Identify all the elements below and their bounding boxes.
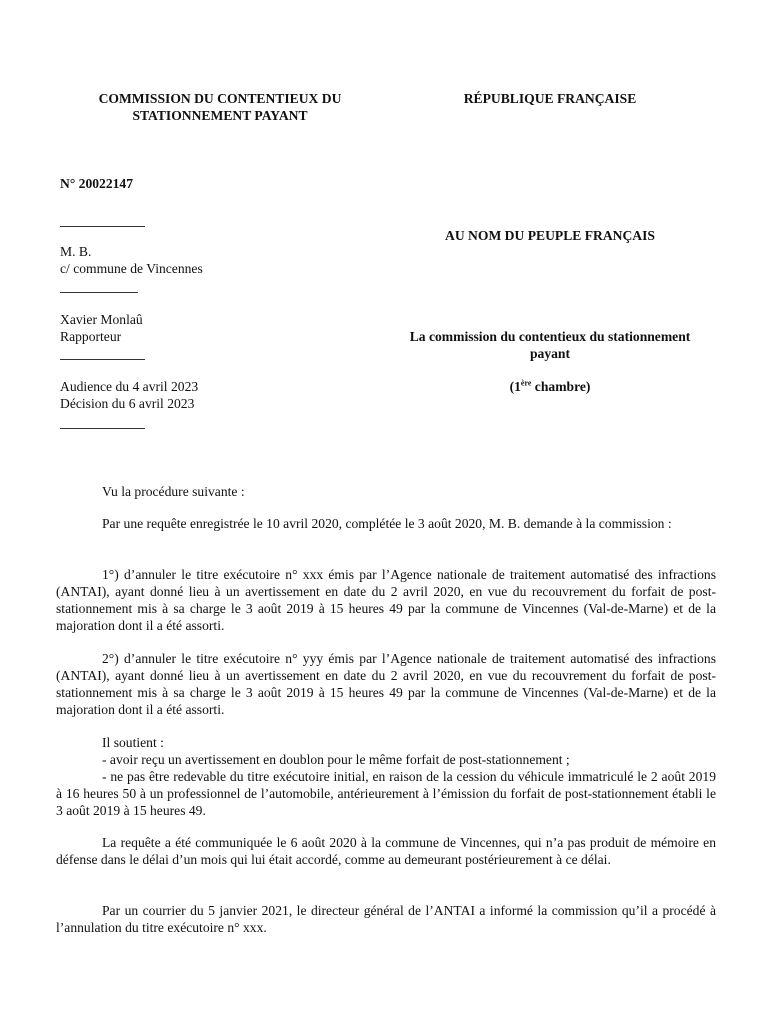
paragraph-request: Par une requête enregistrée le 10 avril 2020, complétée le 3 août 2020, M. B. demande à la commission : xyxy=(102,516,672,531)
paragraph-claim-2: 2°) d’annuler le titre exécutoire n° yyy émis par l’Agence nationale de traitement automatisé des infractions (ANTAI), ayant donné lieu à un avertissement en date du 2 avril 2020, en vue du recouvrement du forfait de post-stationnement mis à sa charge le 3 août 2019 à 15 heures 49 par la commune de Vincennes (Val-de-Marne) et de la majoration dont il a été assorti. xyxy=(56,651,716,717)
rapporteur-name: Xavier Monlaû xyxy=(60,312,143,327)
separator-line xyxy=(60,226,145,227)
commission-heading-line1: La commission du contentieux du stationnement xyxy=(409,329,691,344)
commission-heading-line2: payant xyxy=(529,346,571,361)
separator-line xyxy=(60,292,138,293)
chamber-heading xyxy=(400,378,700,395)
commission-heading xyxy=(380,328,720,362)
separator-line xyxy=(60,428,145,429)
paragraph-arguments xyxy=(56,734,716,819)
paragraph-claim-1: 1°) d’annuler le titre exécutoire n° xxx émis par l’Agence nationale de traitement automatisé des infractions (ANTAI), ayant donné lieu à un avertissement en date du 2 avril 2020, en vue du recouvrement du forfait de post-stationnement mis à sa charge le 3 août 2019 à 15 heures 49 par la commune de Vincennes (Val-de-Marne) et de la majoration dont il a été assorti. xyxy=(56,567,716,633)
argument-bullet-1: - avoir reçu un avertissement en doublon pour le même forfait de post-stationnement ; xyxy=(102,752,570,767)
party-claimant: M. B. xyxy=(60,244,92,259)
dates xyxy=(60,378,198,412)
republic-heading: RÉPUBLIQUE FRANÇAISE xyxy=(463,91,637,106)
separator-line xyxy=(60,359,145,360)
paragraph-antai-letter: Par un courrier du 5 janvier 2021, le directeur général de l’ANTAI a informé la commission qu’il a procédé à l’annulation du titre exécutoire n° xxx. xyxy=(56,903,716,935)
arguments-intro: Il soutient : xyxy=(102,735,164,750)
decision-date: Décision du 6 avril 2023 xyxy=(60,396,195,411)
rapporteur xyxy=(60,311,143,345)
hearing-date: Audience du 4 avril 2023 xyxy=(60,379,199,394)
chamber-open: (1 xyxy=(509,379,521,394)
issuing-body-line1: COMMISSION DU CONTENTIEUX DU xyxy=(98,91,342,106)
issuing-body xyxy=(60,90,380,124)
au-nom-heading: AU NOM DU PEUPLE FRANÇAIS xyxy=(445,228,655,243)
parties xyxy=(60,243,203,277)
party-defendant: c/ commune de Vincennes xyxy=(60,261,203,276)
case-number: N° 20022147 xyxy=(60,176,134,191)
chamber-superscript: ère xyxy=(520,378,532,388)
intro-paragraph: Vu la procédure suivante : xyxy=(102,484,245,499)
paragraph-communication: La requête a été communiquée le 6 août 2020 à la commune de Vincennes, qui n’a pas produit de mémoire en défense dans le délai d’un mois qui lui était accordé, comme au demeurant postérieurement à ce délai. xyxy=(56,835,716,867)
rapporteur-role: Rapporteur xyxy=(60,329,122,344)
issuing-body-line2: STATIONNEMENT PAYANT xyxy=(132,108,308,123)
chamber-rest: chambre) xyxy=(531,379,591,394)
argument-bullet-2: - ne pas être redevable du titre exécutoire initial, en raison de la cession du véhicule immatriculé le 2 août 2019 à 16 heures 50 à un professionnel de l’automobile, antérieurement à l’émission du forfait de post-stationnement établi le 3 août 2019 à 15 heures 49. xyxy=(56,769,716,818)
